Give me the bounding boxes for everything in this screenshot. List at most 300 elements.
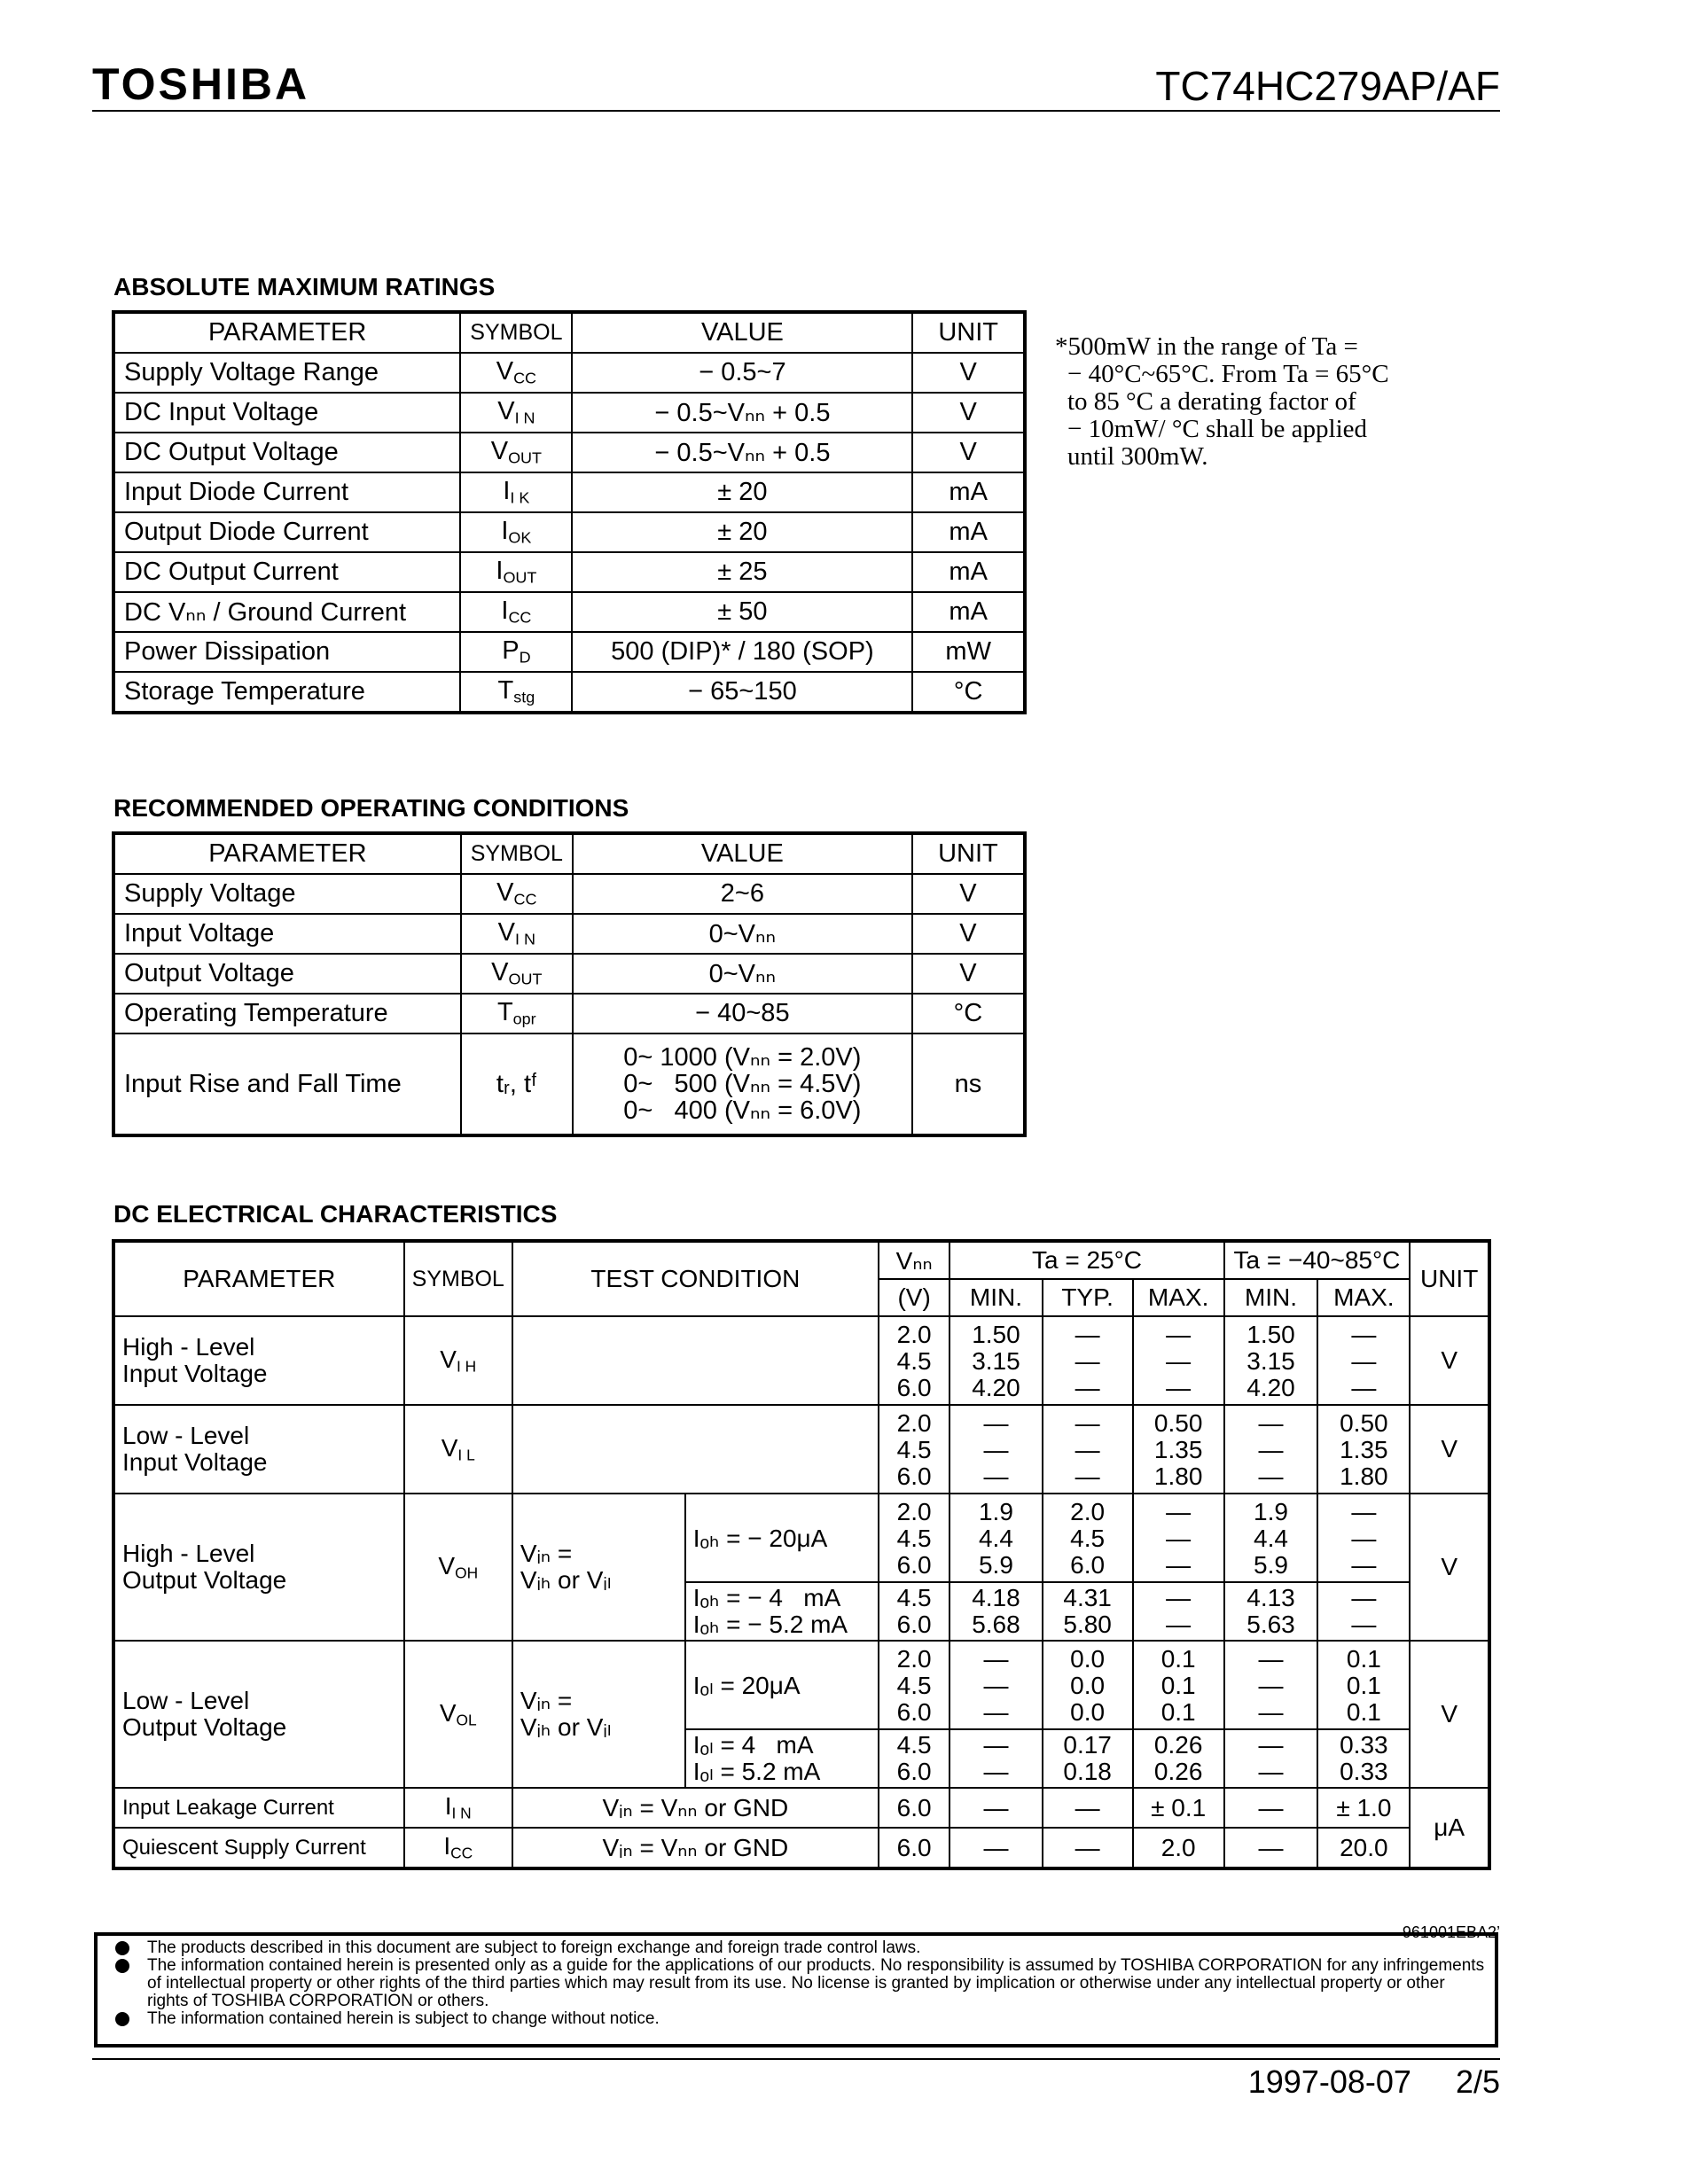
roc-param: Output Voltage (113, 954, 461, 994)
value-line: 4.5 (896, 1672, 932, 1699)
dc-col-vcc: Vₙₙ (879, 1241, 950, 1279)
dc-typ: — (1043, 1788, 1133, 1828)
dc-vcc: 6.0 (879, 1828, 950, 1868)
amr-row (113, 433, 1025, 472)
value-line: — (983, 1698, 1009, 1726)
value-line: 1.50 (972, 1321, 1020, 1348)
value-line: 4.4 (1254, 1525, 1288, 1552)
param-line: Low - Level (122, 1687, 250, 1714)
dc-col-unit: UNIT (1410, 1241, 1489, 1316)
symbol-base: T (497, 676, 514, 706)
amr-row (113, 472, 1025, 512)
part-number: TC74HC279AP/AF (1155, 63, 1500, 109)
footer-page: 2/5 (1455, 2063, 1500, 2100)
dc-symbol (404, 1405, 512, 1494)
amr-symbol (460, 592, 572, 632)
dc-unit: V (1410, 1405, 1489, 1494)
symbol-base: I (501, 517, 509, 546)
dc-wmax (1317, 1729, 1410, 1788)
value-line: 2.0 (896, 1321, 932, 1348)
dc-wmin: — (1224, 1828, 1318, 1868)
value-line: — (1166, 1321, 1192, 1348)
value-line: 4.5 (896, 1731, 932, 1759)
dc-typ (1043, 1582, 1133, 1641)
amr-row (113, 353, 1025, 393)
amr-symbol (460, 393, 572, 433)
dc-condition: Vᵢₙ = Vₙₙ or GND (512, 1788, 879, 1828)
value-line: — (983, 1645, 1009, 1673)
value-line: — (1166, 1374, 1192, 1401)
dc-unit: V (1410, 1316, 1489, 1405)
dc-sub-condition: Iₒₕ = − 20μA (685, 1494, 879, 1582)
value-line: — (983, 1672, 1009, 1699)
param-line: High - Level (122, 1540, 255, 1567)
symbol-subscript: OUT (503, 568, 537, 587)
value-line: — (1258, 1462, 1284, 1490)
value-line: — (1351, 1611, 1377, 1638)
dc-condition-empty (512, 1316, 879, 1405)
roc-unit: V (912, 914, 1025, 954)
amr-param: Supply Voltage Range (113, 353, 460, 393)
value-line: — (1351, 1525, 1377, 1552)
disclaimer-item (115, 1957, 1488, 2010)
value-line: 4.18 (972, 1584, 1020, 1611)
dc-col-typ: TYP. (1043, 1279, 1133, 1316)
amr-unit: V (912, 393, 1025, 433)
dc-symbol (404, 1641, 512, 1788)
value-line: 0.1 (1160, 1645, 1196, 1673)
amr-value: − 0.5~7 (572, 353, 912, 393)
value-line: 4.5 (896, 1584, 932, 1611)
roc-row (113, 994, 1025, 1034)
value-line: 6.0 (896, 1374, 932, 1401)
symbol-subscript: I N (514, 930, 535, 948)
symbol-base: I (443, 1832, 451, 1860)
amr-value: 500 (DIP)* / 180 (SOP) (572, 632, 912, 672)
value-line: 5.80 (1063, 1611, 1112, 1638)
amr-row (113, 632, 1025, 672)
symbol-base: V (439, 1698, 457, 1727)
param-line: High - Level (122, 1333, 255, 1361)
value-line: 0.1 (1346, 1698, 1381, 1726)
dc-symbol (404, 1828, 512, 1868)
value-line: 4.13 (1246, 1584, 1295, 1611)
value-line: 4.5 (896, 1525, 932, 1552)
dc-max (1133, 1494, 1224, 1582)
amr-row (113, 672, 1025, 713)
amr-unit: mA (912, 512, 1025, 552)
amr-unit: mW (912, 632, 1025, 672)
dc-wmax (1317, 1582, 1410, 1641)
dc-wmax: ± 1.0 (1317, 1788, 1410, 1828)
dc-wmax (1317, 1405, 1410, 1494)
dc-min (950, 1316, 1042, 1405)
value-line: 1.9 (978, 1498, 1013, 1525)
note-line: to 85 °C a derating factor of (1067, 387, 1356, 416)
symbol-base: V (440, 1345, 457, 1373)
roc-value: − 40~85 (573, 994, 912, 1034)
dc-param: Quiescent Supply Current (113, 1828, 404, 1868)
value-line: — (983, 1731, 1009, 1759)
note-line: *500mW in the range of Ta = (1055, 332, 1358, 361)
footer-date: 1997-08-07 (1247, 2063, 1411, 2100)
bullet-icon (115, 2012, 129, 2026)
dc-sub-condition (685, 1582, 879, 1641)
amr-value: ± 50 (572, 592, 912, 632)
amr-param: DC Output Voltage (113, 433, 460, 472)
symbol-subscript: I K (510, 488, 530, 507)
symbol-subscript: CC (450, 1844, 473, 1862)
value-line: — (1258, 1731, 1284, 1759)
value-line: — (1166, 1347, 1192, 1375)
roc-col-unit: UNIT (912, 833, 1025, 874)
symbol-subscript: opr (512, 1010, 536, 1028)
disclaimer-box (94, 1932, 1498, 2048)
symbol-base: V (496, 878, 514, 908)
value-line: 6.0 (896, 1551, 932, 1579)
value-line: — (1075, 1374, 1100, 1401)
dc-max (1133, 1316, 1224, 1405)
roc-unit: °C (912, 994, 1025, 1034)
value-line: Iₒₗ = 4 mA (692, 1731, 814, 1759)
note-line: − 10mW/ °C shall be applied (1067, 415, 1368, 443)
dc-col-ta-wide: Ta = −40~85°C (1224, 1241, 1411, 1279)
value-line: 0.1 (1160, 1698, 1196, 1726)
symbol-subscript: D (519, 648, 531, 667)
symbol-base: I (444, 1792, 452, 1821)
value-line: 0.1 (1346, 1645, 1381, 1673)
value-line: — (1351, 1347, 1377, 1375)
value-line: — (1351, 1584, 1377, 1611)
rise-fall-value: 0~ 500 (Vₙₙ = 4.5V) (623, 1070, 862, 1098)
dc-param (113, 1494, 404, 1641)
dc-wmin: — (1224, 1788, 1318, 1828)
value-line: 0.26 (1153, 1758, 1203, 1785)
dc-col-vcc-unit: (V) (879, 1279, 950, 1316)
footer (1248, 2063, 1500, 2101)
amr-param: DC Input Voltage (113, 393, 460, 433)
symbol-base: P (502, 636, 520, 666)
amr-col-parameter: PARAMETER (113, 312, 460, 353)
document-code: 961001EBA2’ (1402, 1923, 1500, 1941)
value-line: Iₒₕ = − 5.2 mA (692, 1611, 848, 1638)
amr-unit: mA (912, 472, 1025, 512)
amr-param: Output Diode Current (113, 512, 460, 552)
symbol-subscript: CC (513, 369, 537, 387)
roc-param: Operating Temperature (113, 994, 461, 1034)
dc-max: 2.0 (1133, 1828, 1224, 1868)
roc-symbol (461, 954, 573, 994)
dc-param (113, 1316, 404, 1405)
condition-line: Vᵢₕ or Vᵢₗ (520, 1713, 612, 1741)
amr-value: − 0.5~Vₙₙ + 0.5 (572, 393, 912, 433)
symbol-subscript: OUT (508, 448, 543, 467)
dc-wmin (1224, 1316, 1318, 1405)
dc-vcc (879, 1494, 950, 1582)
amr-value: ± 25 (572, 552, 912, 592)
value-line: — (1351, 1321, 1377, 1348)
amr-symbol (460, 512, 572, 552)
value-line: — (1258, 1698, 1284, 1726)
dc-wmin (1224, 1729, 1318, 1788)
value-line: — (1351, 1498, 1377, 1525)
value-line: 1.9 (1254, 1498, 1288, 1525)
dc-col-min: MIN. (950, 1279, 1042, 1316)
dc-vcc (879, 1405, 950, 1494)
value-line: 0.17 (1063, 1731, 1112, 1759)
rise-fall-value: 0~ 400 (Vₙₙ = 6.0V) (623, 1096, 862, 1125)
symbol-subscript: OUT (508, 970, 543, 988)
roc-value: 0~Vₙₙ (573, 914, 912, 954)
value-line: — (983, 1462, 1009, 1490)
dc-row-iin (113, 1788, 1489, 1828)
symbol-subscript: OL (456, 1711, 477, 1729)
value-line: 1.35 (1340, 1436, 1388, 1463)
dc-condition (512, 1494, 685, 1641)
dc-max: ± 0.1 (1133, 1788, 1224, 1828)
symbol-subscript: OH (455, 1564, 479, 1582)
brand-logo: TOSHIBA (92, 59, 310, 109)
value-line: — (1258, 1672, 1284, 1699)
dc-condition-empty (512, 1405, 879, 1494)
amr-unit: V (912, 353, 1025, 393)
value-line: 6.0 (896, 1611, 932, 1638)
value-line: 0.33 (1340, 1731, 1388, 1759)
value-line: 3.15 (972, 1347, 1020, 1375)
roc-unit: V (912, 874, 1025, 914)
dc-col-max: MAX. (1133, 1279, 1224, 1316)
symbol-base: I (496, 557, 504, 586)
roc-col-value: VALUE (573, 833, 912, 874)
dc-col-wmax: MAX. (1317, 1279, 1410, 1316)
amr-param: Storage Temperature (113, 672, 460, 713)
amr-col-symbol: SYMBOL (460, 312, 572, 353)
value-line: 0.18 (1063, 1758, 1112, 1785)
roc-row (113, 954, 1025, 994)
value-line: 0.50 (1153, 1409, 1203, 1437)
dc-wmax (1317, 1641, 1410, 1729)
amr-symbol (460, 672, 572, 713)
dc-wmin (1224, 1641, 1318, 1729)
roc-param: Input Rise and Fall Time (113, 1034, 461, 1135)
dc-sub-condition (685, 1729, 879, 1788)
value-line: 0.33 (1340, 1758, 1388, 1785)
roc-row (113, 914, 1025, 954)
dc-wmin (1224, 1582, 1318, 1641)
roc-symbol (461, 914, 573, 954)
value-line: 6.0 (896, 1698, 932, 1726)
dc-header-row-1 (113, 1241, 1489, 1279)
amr-title: ABSOLUTE MAXIMUM RATINGS (113, 273, 496, 300)
value-line: 6.0 (896, 1462, 932, 1490)
value-line: 4.5 (1070, 1525, 1106, 1552)
dc-param: Input Leakage Current (113, 1788, 404, 1828)
amr-header-row (113, 312, 1025, 353)
dc-vcc (879, 1729, 950, 1788)
dc-vcc (879, 1582, 950, 1641)
symbol-subscript: CC (508, 608, 532, 627)
disclaimer-item (115, 2010, 1488, 2028)
dc-sub-condition: Iₒₗ = 20μA (685, 1641, 879, 1729)
roc-row-rise-fall (113, 1034, 1025, 1135)
amr-row (113, 592, 1025, 632)
amr-col-unit: UNIT (912, 312, 1025, 353)
amr-value: − 0.5~Vₙₙ + 0.5 (572, 433, 912, 472)
param-line: Output Voltage (122, 1566, 287, 1594)
dc-min: — (950, 1828, 1042, 1868)
dc-col-wmin: MIN. (1224, 1279, 1318, 1316)
note-line: − 40°C~65°C. From Ta = 65°C (1067, 360, 1389, 388)
dc-symbol (404, 1788, 512, 1828)
amr-col-value: VALUE (572, 312, 912, 353)
symbol-base: V (491, 958, 509, 987)
roc-table (112, 831, 1027, 1137)
value-line: 0.0 (1070, 1698, 1106, 1726)
value-line: — (1258, 1409, 1284, 1437)
value-line: 5.63 (1246, 1611, 1295, 1638)
dc-min (950, 1729, 1042, 1788)
value-line: 6.0 (896, 1758, 932, 1785)
amr-row (113, 393, 1025, 433)
value-line: 4.20 (1246, 1374, 1295, 1401)
dc-param (113, 1405, 404, 1494)
symbol-subscript: I H (456, 1357, 477, 1376)
dc-row-icc (113, 1828, 1489, 1868)
value-line: — (1075, 1321, 1100, 1348)
value-line: 4.4 (978, 1525, 1013, 1552)
value-line: 2.0 (896, 1645, 932, 1673)
amr-row (113, 512, 1025, 552)
param-line: Input Voltage (122, 1360, 268, 1387)
note-line: until 300mW. (1067, 442, 1208, 471)
roc-title: RECOMMENDED OPERATING CONDITIONS (113, 794, 629, 822)
amr-param: Input Diode Current (113, 472, 460, 512)
roc-value (573, 1034, 912, 1135)
amr-unit: mA (912, 552, 1025, 592)
dc-wmin (1224, 1494, 1318, 1582)
symbol-subscript: I L (457, 1446, 475, 1464)
power-dissipation-note (1055, 333, 1389, 471)
roc-col-parameter: PARAMETER (113, 833, 461, 874)
value-line: 2.0 (1070, 1498, 1106, 1525)
dc-max (1133, 1729, 1224, 1788)
value-line: Iₒₗ = 5.2 mA (692, 1758, 821, 1785)
dc-typ (1043, 1494, 1133, 1582)
bullet-icon (115, 1959, 129, 1973)
condition-line: Vᵢₙ = (520, 1687, 573, 1714)
value-line: — (1166, 1551, 1192, 1579)
dc-min: — (950, 1788, 1042, 1828)
dc-col-parameter: PARAMETER (113, 1241, 404, 1316)
dc-row-vol-a (113, 1641, 1489, 1729)
roc-symbol (461, 874, 573, 914)
dc-table (112, 1239, 1491, 1870)
dc-symbol (404, 1316, 512, 1405)
roc-value: 0~Vₙₙ (573, 954, 912, 994)
symbol-base: T (496, 998, 513, 1027)
header-rule (92, 110, 1500, 112)
amr-param: Power Dissipation (113, 632, 460, 672)
roc-symbol (461, 994, 573, 1034)
param-line: Input Voltage (122, 1448, 268, 1476)
dc-condition (512, 1641, 685, 1788)
value-line: 0.50 (1340, 1409, 1388, 1437)
dc-wmin (1224, 1405, 1318, 1494)
value-line: — (1075, 1462, 1100, 1490)
roc-unit: ns (912, 1034, 1025, 1135)
value-line: — (1258, 1758, 1284, 1785)
dc-col-ta25: Ta = 25°C (950, 1241, 1223, 1279)
value-line: — (1166, 1525, 1192, 1552)
symbol-base: V (497, 918, 515, 948)
value-line: 0.26 (1153, 1731, 1203, 1759)
value-line: 2.0 (896, 1498, 932, 1525)
amr-unit: °C (912, 672, 1025, 713)
symbol-subscript: OK (508, 528, 532, 547)
symbol-subscript: CC (513, 890, 537, 909)
value-line: 4.5 (896, 1436, 932, 1463)
value-line: — (1351, 1551, 1377, 1579)
value-line: — (983, 1409, 1009, 1437)
amr-symbol (460, 472, 572, 512)
value-line: — (983, 1436, 1009, 1463)
amr-symbol (460, 552, 572, 592)
dc-vcc (879, 1316, 950, 1405)
dc-typ (1043, 1641, 1133, 1729)
value-line: 0.1 (1346, 1672, 1381, 1699)
bullet-icon (115, 1941, 129, 1955)
symbol-subscript: stg (513, 688, 535, 706)
value-line: 6.0 (1070, 1551, 1106, 1579)
value-line: 1.80 (1153, 1462, 1203, 1490)
dc-unit: μA (1410, 1788, 1489, 1868)
value-line: 5.9 (978, 1551, 1013, 1579)
amr-param: DC Output Current (113, 552, 460, 592)
dc-symbol (404, 1494, 512, 1641)
dc-row-voh-a (113, 1494, 1489, 1582)
dc-title: DC ELECTRICAL CHARACTERISTICS (113, 1200, 558, 1228)
value-line: 1.50 (1246, 1321, 1295, 1348)
amr-row (113, 552, 1025, 592)
amr-unit: V (912, 433, 1025, 472)
amr-value: ± 20 (572, 472, 912, 512)
value-line: — (1258, 1436, 1284, 1463)
roc-header-row (113, 833, 1025, 874)
symbol-base: V (490, 437, 509, 466)
value-line: 4.31 (1063, 1584, 1112, 1611)
roc-unit: V (912, 954, 1025, 994)
symbol-base: V (438, 1551, 456, 1580)
amr-value: − 65~150 (572, 672, 912, 713)
amr-unit: mA (912, 592, 1025, 632)
symbol-base: V (441, 1433, 458, 1462)
roc-col-symbol: SYMBOL (461, 833, 573, 874)
value-line: — (1166, 1498, 1192, 1525)
amr-table (112, 310, 1027, 714)
condition-line: Vᵢₙ = (520, 1540, 573, 1567)
value-line: — (1075, 1347, 1100, 1375)
value-line: Iₒₕ = − 4 mA (692, 1584, 841, 1611)
dc-col-test-condition: TEST CONDITION (512, 1241, 879, 1316)
dc-vcc: 6.0 (879, 1788, 950, 1828)
dc-typ (1043, 1316, 1133, 1405)
amr-value: ± 20 (572, 512, 912, 552)
dc-unit: V (1410, 1494, 1489, 1641)
value-line: — (1166, 1611, 1192, 1638)
footer-rule (92, 2058, 1500, 2060)
dc-param (113, 1641, 404, 1788)
dc-min (950, 1582, 1042, 1641)
